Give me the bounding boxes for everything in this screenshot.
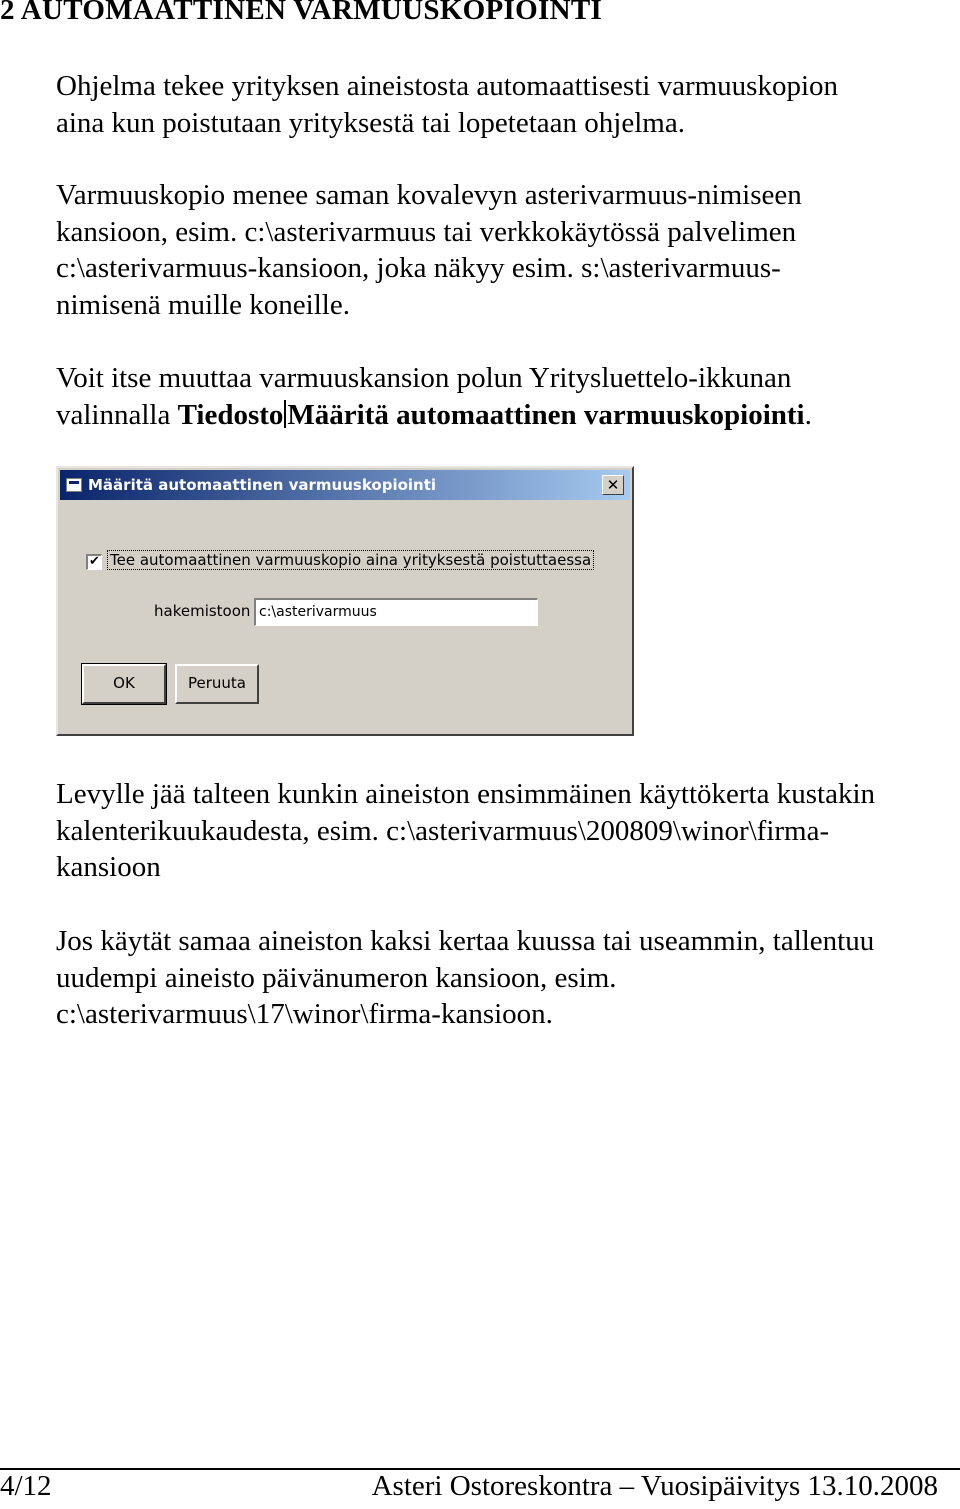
cancel-button[interactable]: Peruuta <box>175 664 259 704</box>
paragraph-line: Jos käytät samaa aineiston kaksi kertaa kuussa tai useammin, tallentuu <box>56 925 875 957</box>
paragraph-backup-location <box>56 177 802 323</box>
paragraph-line: aina kun poistutaan yrityksestä tai lopetetaan ohjelma. <box>56 106 685 139</box>
footer-title: Asteri Ostoreskontra – Vuosipäivitys 13.10.2008 <box>371 1470 938 1502</box>
dialog-title: Määritä automaattinen varmuuskopiointi <box>88 476 437 494</box>
paragraph-line: c:\asterivarmuus-kansioon, joka näkyy esim. s:\asterivarmuus- <box>56 252 781 284</box>
auto-backup-checkbox[interactable]: ✔ <box>86 554 102 570</box>
paragraph-line: Voit itse muuttaa varmuuskansion polun Yritysluettelo-ikkunan <box>56 362 792 394</box>
ok-button[interactable]: OK <box>82 664 166 704</box>
paragraph-change-path <box>56 360 812 433</box>
auto-backup-checkbox-label[interactable]: Tee automaattinen varmuuskopio aina yrityksestä poistuttaessa <box>110 551 592 569</box>
paragraph-line: uudempi aineisto päivänumeron kansioon, esim. <box>56 961 617 994</box>
paragraph-line: kalenterikuukaudesta, esim. c:\asterivarmuus\200809\winor\firma- <box>56 814 830 847</box>
paragraph-line: Varmuuskopio menee saman kovalevyn asterivarmuus-nimiseen <box>56 179 802 211</box>
close-button[interactable]: ✕ <box>602 475 624 495</box>
paragraph-intro <box>56 68 838 141</box>
line-suffix: . <box>804 398 812 431</box>
directory-label: hakemistoon <box>154 602 251 620</box>
menu-path-command: Määritä automaattinen varmuuskopiointi <box>287 398 805 431</box>
paragraph-line: Levylle jää talteen kunkin aineiston ensimmäinen käyttökerta kustakin <box>56 778 876 810</box>
backup-settings-dialog <box>56 466 634 736</box>
paragraph-line <box>56 397 812 434</box>
window-icon <box>66 478 82 492</box>
paragraph-daily-copy <box>56 923 874 1033</box>
paragraph-line: c:\asterivarmuus\17\winor\firma-kansioon. <box>56 998 553 1030</box>
menu-path-file: Tiedosto <box>177 398 284 431</box>
section-heading: 2 AUTOMAATTINEN VARMUUSKOPIOINTI <box>0 0 603 26</box>
paragraph-line: kansioon <box>56 851 161 883</box>
dialog-titlebar[interactable] <box>60 470 630 500</box>
line-prefix: valinnalla <box>56 398 178 431</box>
paragraph-line: kansioon, esim. c:\asterivarmuus tai verkkokäytössä palvelimen <box>56 215 797 248</box>
page-number: 4/12 <box>0 1470 52 1502</box>
directory-input[interactable]: c:\asterivarmuus <box>254 598 538 626</box>
paragraph-monthly-copy <box>56 776 875 886</box>
paragraph-line: Ohjelma tekee yrityksen aineistosta automaattisesti varmuuskopion <box>56 70 839 102</box>
paragraph-line: nimisenä muille koneille. <box>56 288 350 321</box>
